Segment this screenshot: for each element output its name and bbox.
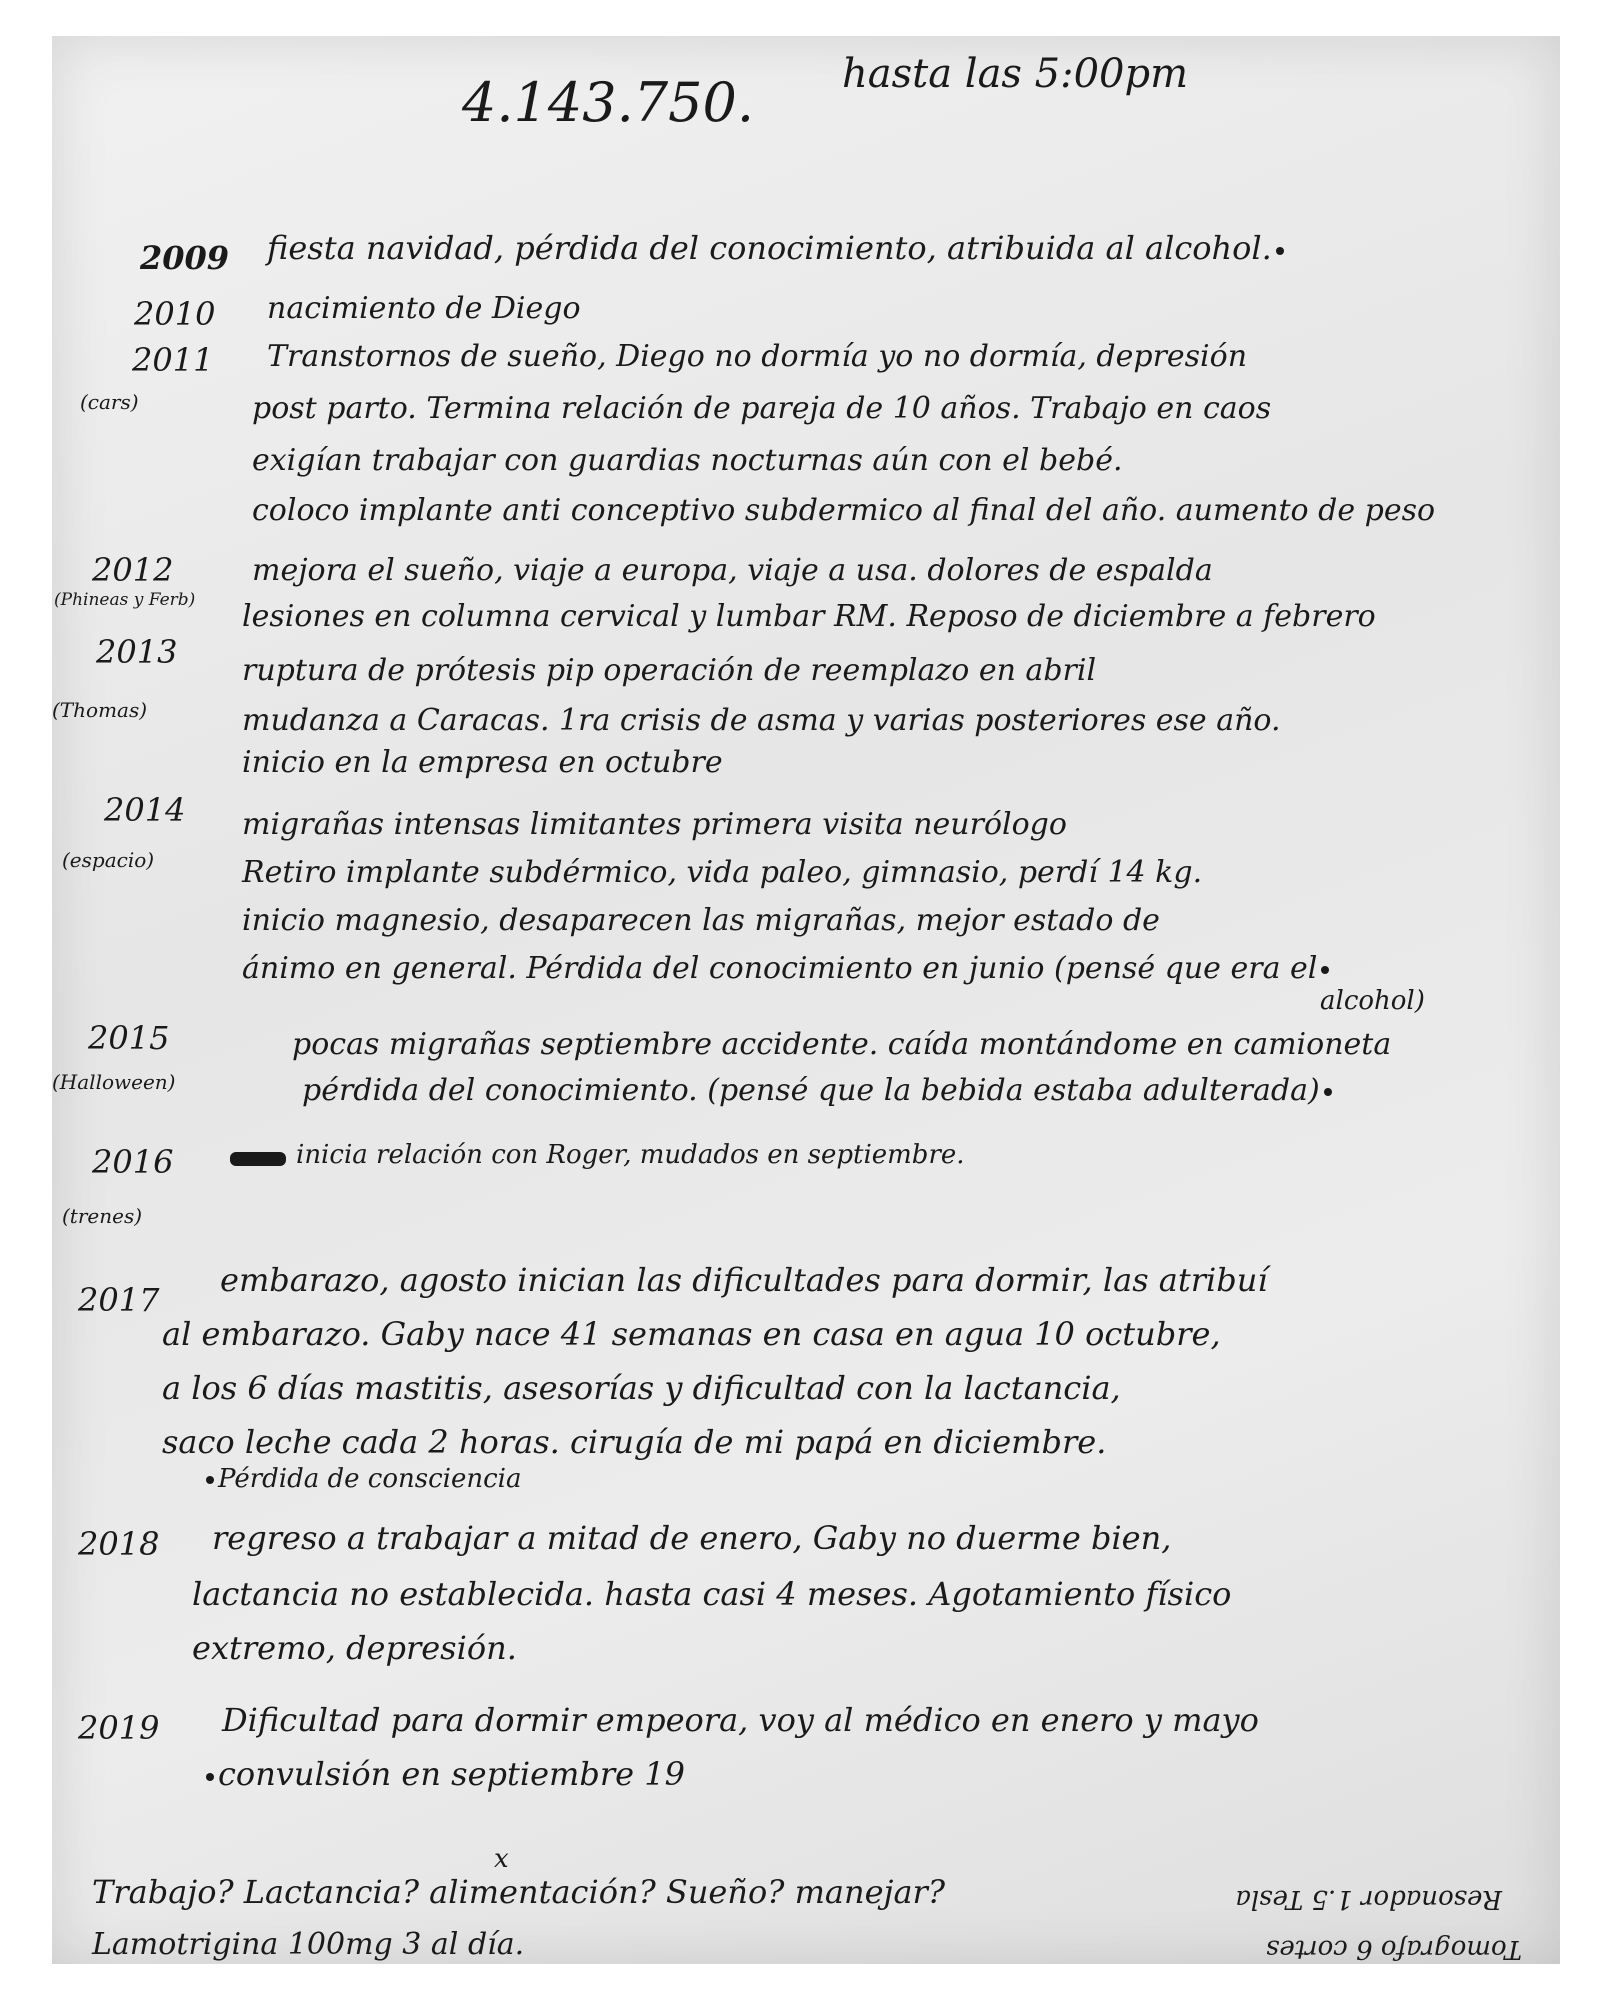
entry-2011-line-4: coloco implante anti conceptivo subdermico al final del año. aumento de peso xyxy=(252,493,1436,528)
bullet-dot xyxy=(1324,1088,1332,1096)
entry-2018-line-1: regreso a trabajar a mitad de enero, Gaby no duerme bien, xyxy=(212,1519,1172,1557)
upside-down-line-2: Tomografo 6 cortes xyxy=(1265,1934,1522,1964)
upside-down-note xyxy=(1062,1870,1542,1964)
entry-2011-line-3: exigían trabajar con guardias nocturnas aún con el bebé. xyxy=(252,443,1123,478)
entry-2014-line-2: Retiro implante subdérmico, vida paleo, gimnasio, perdí 14 kg. xyxy=(242,855,1203,890)
year-2009: 2009 xyxy=(140,239,230,277)
footer-mark: x xyxy=(494,1844,509,1874)
entry-2014-line-3: inicio magnesio, desaparecen las migrañas, mejor estado de xyxy=(242,903,1160,938)
year-2012: 2012 xyxy=(92,551,174,589)
bullet-dot xyxy=(206,1476,214,1484)
year-2011: 2011 xyxy=(132,341,214,379)
bullet-dot xyxy=(1321,966,1329,974)
entry-2013-line-3: inicio en la empresa en octubre xyxy=(242,745,723,780)
footer-medication: Lamotrigina 100mg 3 al día. xyxy=(92,1927,525,1962)
entry-2019-line-1: Dificultad para dormir empeora, voy al médico en enero y mayo xyxy=(222,1701,1259,1739)
entry-2019-line-2: convulsión en septiembre 19 xyxy=(202,1758,685,1790)
note-2015: (Halloween) xyxy=(52,1070,176,1094)
note-2011: (cars) xyxy=(80,390,139,414)
header-number: 4.143.750. xyxy=(462,71,754,134)
year-2014: 2014 xyxy=(104,791,186,829)
entry-2015-line-1: pocas migrañas septiembre accidente. caída montándome en camioneta xyxy=(292,1027,1392,1062)
entry-2014-line-4: ánimo en general. Pérdida del conocimiento en junio (pensé que era el xyxy=(242,954,1333,984)
year-2010: 2010 xyxy=(134,295,216,333)
entry-2011-line-2: post parto. Termina relación de pareja de 10 años. Trabajo en caos xyxy=(252,391,1272,426)
note-2014: (espacio) xyxy=(62,848,155,872)
entry-2014-line-5: alcohol) xyxy=(1320,986,1425,1016)
year-2016: 2016 xyxy=(92,1143,174,1181)
handwritten-page xyxy=(52,36,1560,1964)
year-2018: 2018 xyxy=(78,1525,160,1563)
note-2013: (Thomas) xyxy=(52,698,148,722)
year-2017: 2017 xyxy=(78,1281,160,1319)
bullet-dot xyxy=(206,1773,214,1781)
entry-2015-line-2: pérdida del conocimiento. (pensé que la bebida estaba adulterada) xyxy=(302,1076,1336,1106)
year-2013: 2013 xyxy=(96,633,178,671)
footer-questions: Trabajo? Lactancia? alimentación? Sueño? manejar? xyxy=(92,1873,945,1911)
entry-2017-line-1: embarazo, agosto inician las dificultades para dormir, las atribuí xyxy=(220,1261,1268,1299)
entry-2017-line-3: a los 6 días mastitis, asesorías y dificultad con la lactancia, xyxy=(162,1369,1121,1407)
entry-2012-line-2: lesiones en columna cervical y lumbar RM. Reposo de diciembre a febrero xyxy=(242,599,1376,634)
entry-2017-line-2: al embarazo. Gaby nace 41 semanas en casa en agua 10 octubre, xyxy=(162,1315,1221,1353)
entry-2010-line-1: nacimiento de Diego xyxy=(267,291,581,326)
upside-down-line-1: Resonador 1.5 Tesla xyxy=(1235,1884,1502,1914)
entry-2018-line-2: lactancia no establecida. hasta casi 4 meses. Agotamiento físico xyxy=(192,1575,1232,1613)
bullet-dot xyxy=(1276,247,1284,255)
entry-2013-line-1: ruptura de prótesis pip operación de reemplazo en abril xyxy=(242,653,1097,688)
header-time: hasta las 5:00pm xyxy=(842,51,1189,97)
entry-2017-line-4: saco leche cada 2 horas. cirugía de mi papá en diciembre. xyxy=(162,1423,1107,1461)
note-2016: (trenes) xyxy=(62,1204,143,1228)
entry-2017-line-5: Pérdida de consciencia xyxy=(202,1466,522,1492)
entry-2011-line-1: Transtornos de sueño, Diego no dormía yo no dormía, depresión xyxy=(267,339,1248,374)
entry-2018-line-3: extremo, depresión. xyxy=(192,1629,517,1667)
entry-2016-line-1: inicia relación con Roger, mudados en septiembre. xyxy=(296,1140,965,1170)
entry-2014-line-1: migrañas intensas limitantes primera visita neurólogo xyxy=(242,807,1067,842)
note-2012: (Phineas y Ferb) xyxy=(54,590,196,610)
scribble-mark xyxy=(230,1152,286,1166)
entry-2013-line-2: mudanza a Caracas. 1ra crisis de asma y varias posteriores ese año. xyxy=(242,703,1281,738)
entry-2012-line-1: mejora el sueño, viaje a europa, viaje a usa. dolores de espalda xyxy=(252,553,1213,588)
entry-2009-line-1: fiesta navidad, pérdida del conocimiento, atribuida al alcohol. xyxy=(267,232,1288,264)
year-2019: 2019 xyxy=(78,1709,160,1747)
year-2015: 2015 xyxy=(88,1019,170,1057)
